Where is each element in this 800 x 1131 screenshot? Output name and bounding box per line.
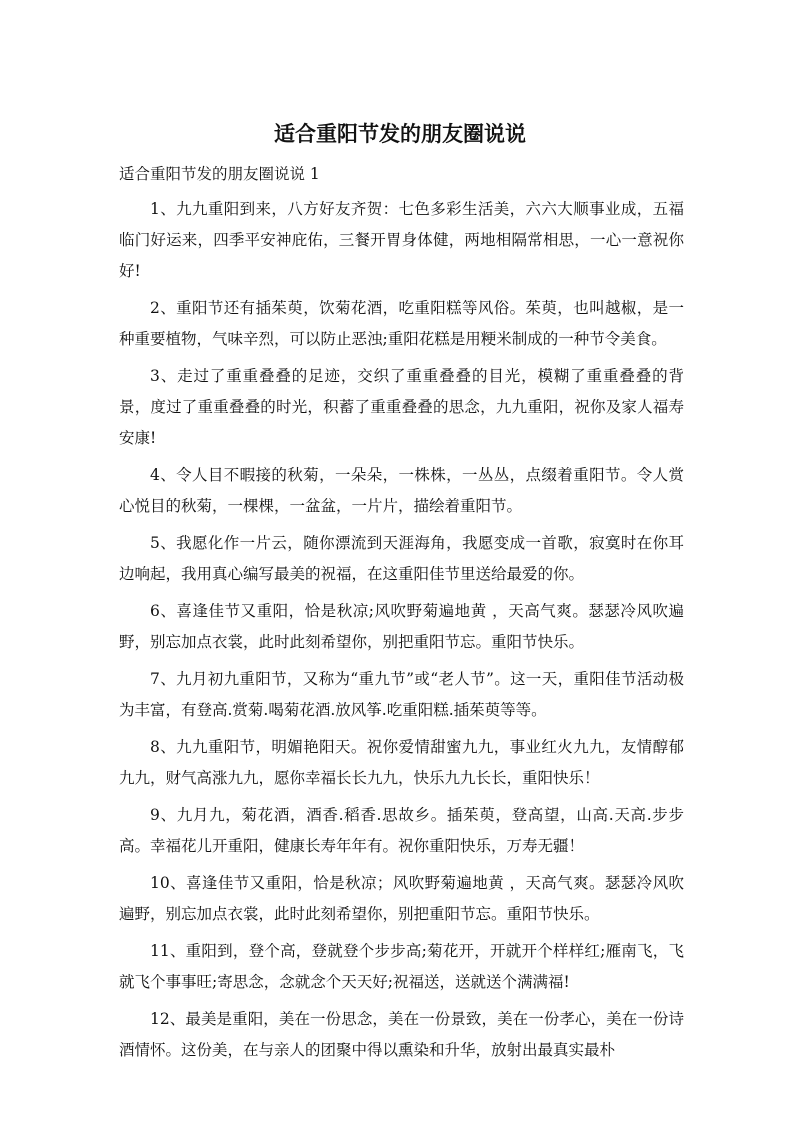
document-title: 适合重阳节发的朋友圈说说: [274, 122, 526, 146]
paragraph-6: 6、喜逢佳节又重阳，恰是秋凉;风吹野菊遍地黄 ，天高气爽。瑟瑟冷风吹遍野，别忘加点衣裳，此时此刻希望你，别把重阳节忘。重阳节快乐。: [119, 602, 684, 651]
paragraph-4: 4、令人目不暇接的秋菊，一朵朵，一株株，一丛丛，点缀着重阳节。令人赏心悦目的秋菊，一棵棵，一盆盆，一片片，描绘着重阳节。: [119, 466, 684, 515]
paragraph-2: 2、重阳节还有插茱萸，饮菊花酒，吃重阳糕等风俗。茱萸，也叫越椒，是一种重要植物，气味辛烈，可以防止恶浊;重阳花糕是用粳米制成的一种节令美食。: [119, 299, 684, 348]
paragraph-10: 10、喜逢佳节又重阳，恰是秋凉；风吹野菊遍地黄 ，天高气爽。瑟瑟冷风吹遍野，别忘加点衣裳，此时此刻希望你，别把重阳节忘。重阳节快乐。: [119, 874, 684, 923]
paragraph-12: 12、最美是重阳，美在一份思念，美在一份景致，美在一份孝心，美在一份诗酒情怀。这份美，在与亲人的团聚中得以熏染和升华，放射出最真实最朴: [119, 1010, 684, 1059]
paragraph-9: 9、九月九，菊花酒，酒香.稻香.思故乡。插茱萸，登高望，山高.天高.步步高。幸福花儿开重阳，健康长寿年年有。祝你重阳快乐，万寿无疆！: [119, 806, 684, 855]
document-subtitle: 适合重阳节发的朋友圈说说 1: [119, 165, 320, 183]
paragraph-8: 8、九九重阳节，明媚艳阳天。祝你爱情甜蜜九九，事业红火九九，友情醇郁九九，财气高涨九九，愿你幸福长长九九，快乐九九长长，重阳快乐！: [119, 738, 684, 787]
paragraph-list: [119, 194, 684, 1072]
paragraph-1: 1、九九重阳到来，八方好友齐贺：七色多彩生活美，六六大顺事业成，五福临门好运来，四季平安神庇佑，三餐开胃身体健，两地相隔常相思，一心一意祝你好!: [119, 200, 684, 280]
paragraph-3: 3、走过了重重叠叠的足迹，交织了重重叠叠的目光，模糊了重重叠叠的背景，度过了重重叠叠的时光，积蓄了重重叠叠的思念，九九重阳，祝你及家人福寿安康!: [119, 367, 684, 447]
paragraph-5: 5、我愿化作一片云，随你漂流到天涯海角，我愿变成一首歌，寂寞时在你耳边响起，我用真心编写最美的祝福，在这重阳佳节里送给最爱的你。: [119, 534, 684, 583]
paragraph-11: 11、重阳到，登个高，登就登个步步高;菊花开，开就开个样样红;雁南飞，飞就飞个事事旺;寄思念，念就念个天天好;祝福送，送就送个满满福!: [119, 942, 684, 991]
paragraph-7: 7、九月初九重阳节，又称为“重九节”或“老人节”。这一天，重阳佳节活动极为丰富，有登高.赏菊.喝菊花酒.放风筝.吃重阳糕.插茱萸等等。: [119, 670, 684, 719]
